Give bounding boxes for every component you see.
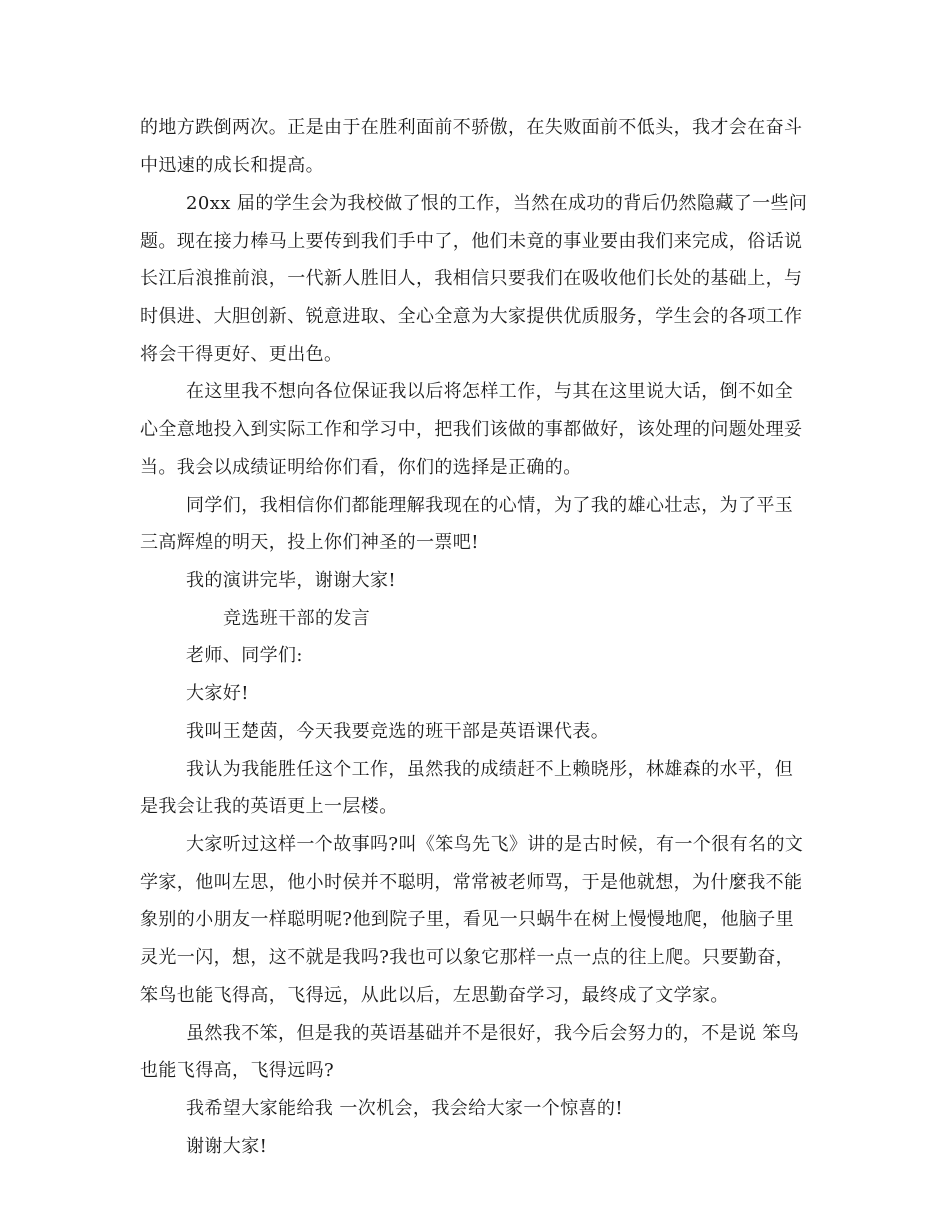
text-line: 中迅速的成长和提高。 bbox=[140, 155, 324, 176]
text-line: 灵光一闪，想，这不就是我吗?我也可以象它那样一点一点的往上爬。只要勤奋， bbox=[140, 947, 795, 968]
text-line: 在这里我不想向各位保证我以后将怎样工作，与其在这里说大话，倒不如全 bbox=[186, 381, 794, 402]
text-line: 是我会让我的英语更上一层楼。 bbox=[140, 796, 398, 817]
text-line: 的地方跌倒两次。正是由于在胜利面前不骄傲，在失败面前不低头，我才会在奋斗 bbox=[140, 117, 803, 138]
section-title: 竞选班干部的发言 bbox=[223, 608, 371, 629]
salutation: 老师、同学们: bbox=[186, 645, 303, 666]
greeting: 大家好! bbox=[186, 683, 249, 704]
text-line: 同学们，我相信你们都能理解我现在的心情，为了我的雄心壮志，为了平玉 bbox=[186, 495, 794, 516]
text-line: 也能飞得高，飞得远吗? bbox=[140, 1060, 335, 1081]
text-line: 象别的小朋友一样聪明呢?他到院子里，看见一只蜗牛在树上慢慢地爬，他脑子里 bbox=[140, 909, 795, 930]
text-line: 我认为我能胜任这个工作，虽然我的成绩赶不上赖晓彤，林雄森的水平，但 bbox=[186, 759, 794, 780]
text-line: 20xx 届的学生会为我校做了恨的工作，当然在成功的背后仍然隐藏了一些问 bbox=[186, 193, 808, 214]
text-line: 三高辉煌的明天，投上你们神圣的一票吧! bbox=[140, 532, 479, 553]
closing-line: 谢谢大家! bbox=[186, 1136, 268, 1157]
text-line: 长江后浪推前浪，一代新人胜旧人，我相信只要我们在吸收他们长处的基础上，与 bbox=[140, 268, 803, 289]
text-line: 我的演讲完毕，谢谢大家! bbox=[186, 570, 397, 591]
text-line: 笨鸟也能飞得高，飞得远，从此以后，左思勤奋学习，最终成了文学家。 bbox=[140, 985, 729, 1006]
text-line: 我希望大家能给我 一次机会，我会给大家一个惊喜的! bbox=[186, 1098, 623, 1119]
text-line: 我叫王楚茵，今天我要竞选的班干部是英语课代表。 bbox=[186, 721, 610, 742]
text-line: 虽然我不笨，但是我的英语基础并不是很好，我今后会努力的，不是说 笨鸟 bbox=[186, 1023, 800, 1044]
text-line: 时俱进、大胆创新、锐意进取、全心全意为大家提供优质服务，学生会的各项工作 bbox=[140, 306, 803, 327]
text-line: 学家，他叫左思，他小时侯并不聪明，常常被老师骂，于是他就想，为什麼我不能 bbox=[140, 872, 803, 893]
text-line: 题。现在接力棒马上要传到我们手中了，他们未竟的事业要由我们来完成，俗话说 bbox=[140, 231, 803, 252]
text-line: 心全意地投入到实际工作和学习中，把我们该做的事都做好，该处理的问题处理妥 bbox=[140, 419, 803, 440]
text-line: 大家听过这样一个故事吗?叫《笨鸟先飞》讲的是古时候，有一个很有名的文 bbox=[186, 834, 804, 855]
text-line: 当。我会以成绩证明给你们看，你们的选择是正确的。 bbox=[140, 457, 582, 478]
text-line: 将会干得更好、更出色。 bbox=[140, 344, 343, 365]
